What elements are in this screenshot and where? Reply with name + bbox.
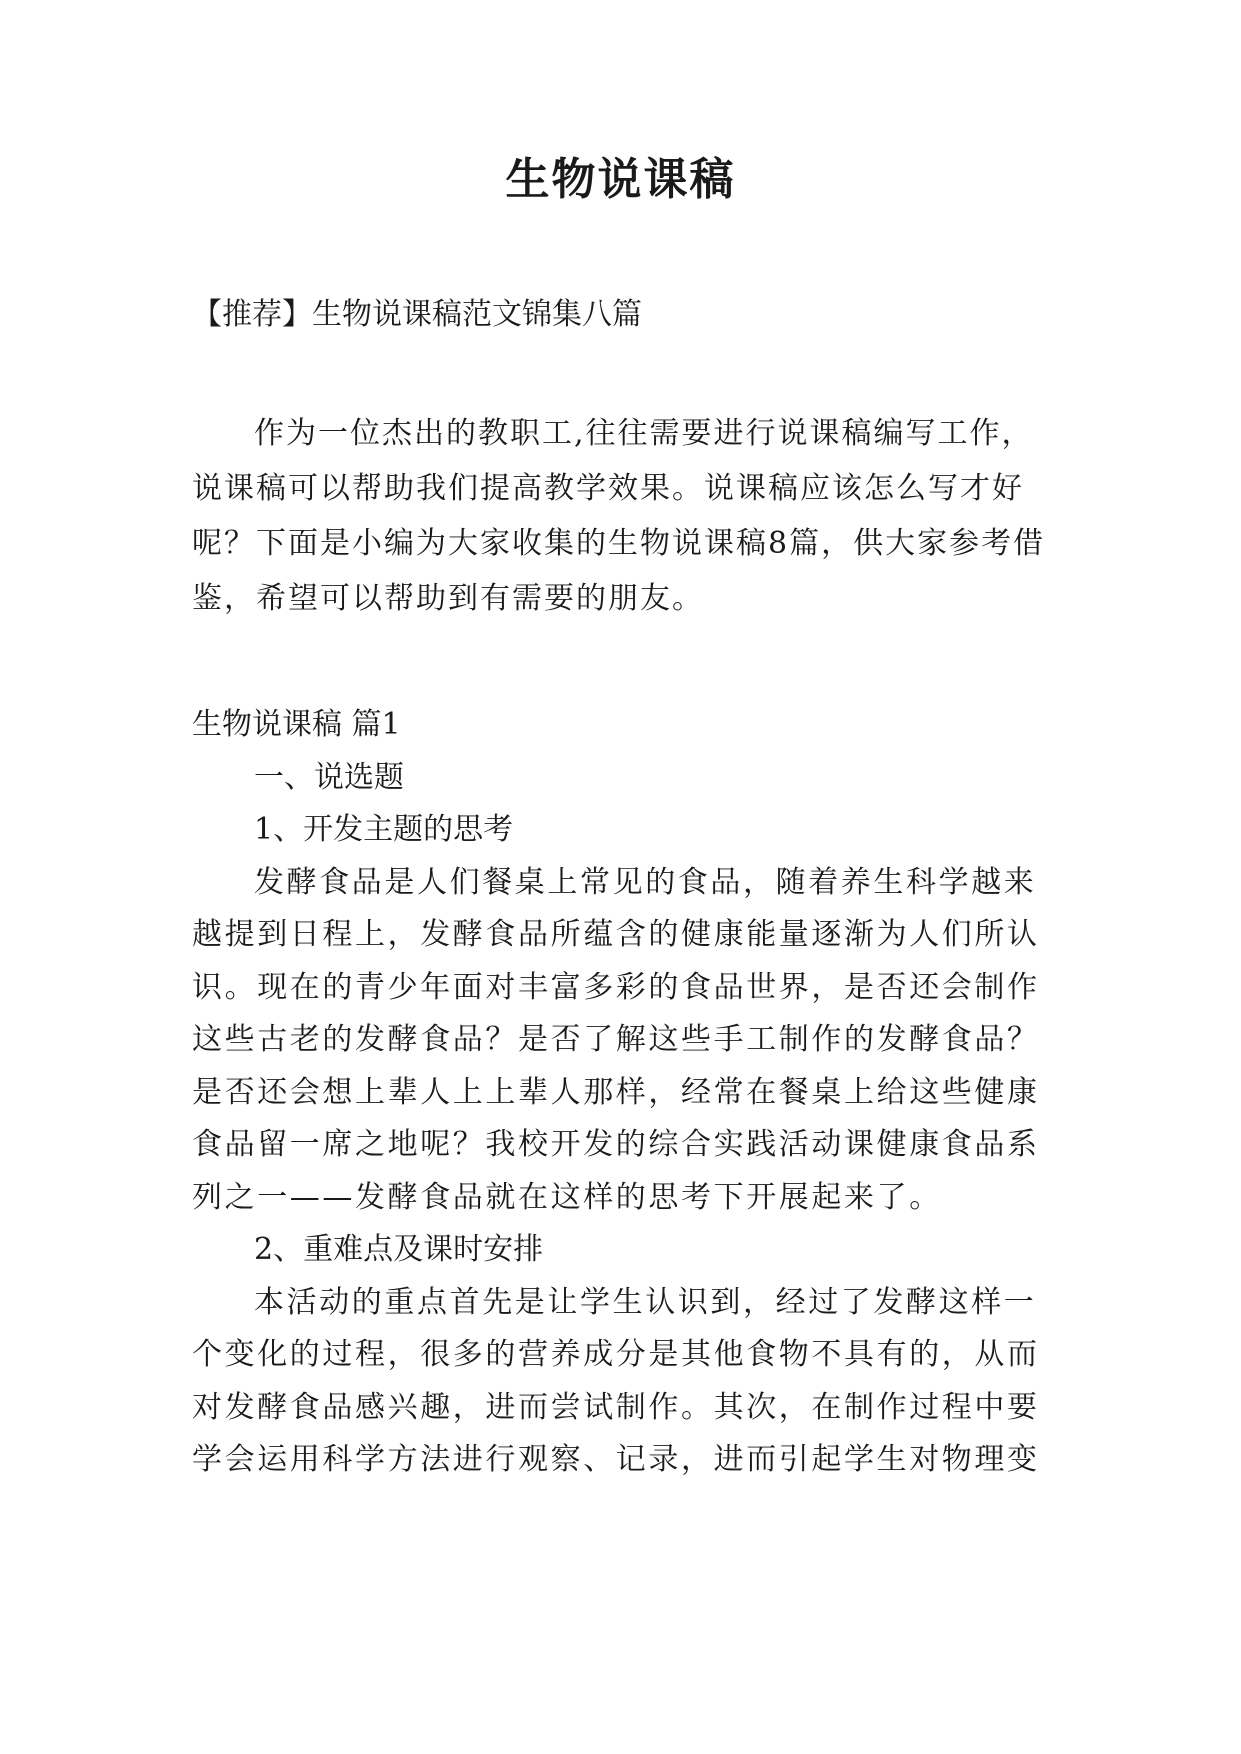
item1-heading: 1、开发主题的思考 <box>254 812 514 847</box>
item2-paragraph: 本活动的重点首先是让学生认识到，经过了发酵这样一个变化的过程，很多的营养成分是其他食物不具有的，从而对发酵食品感兴趣，进而尝试制作。其次，在制作过程中要学会运用科学方法进行观察、记录，进而引起学生对物理变 <box>192 1284 1040 1477</box>
section-heading: 生物说课稿 篇1 <box>192 707 401 742</box>
part-heading: 一、说选题 <box>254 759 404 795</box>
intro-paragraph: 作为一位杰出的教职工,往往需要进行说课稿编写工作，说课稿可以帮助我们提高教学效果。说课稿应该怎么写才好呢？下面是小编为大家收集的生物说课稿8篇，供大家参考借鉴，希望可以帮助到有需要的朋友。 <box>192 416 1046 616</box>
document-title: 生物说课稿 <box>505 154 736 205</box>
article-body <box>192 699 1062 1487</box>
item2-heading: 2、重难点及课时安排 <box>254 1232 544 1267</box>
item1-paragraph: 发酵食品是人们餐桌上常见的食品，随着养生科学越来越提到日程上，发酵食品所蕴含的健康能量逐渐为人们所认识。现在的青少年面对丰富多彩的食品世界，是否还会制作这些古老的发酵食品？是否了解这些手工制作的发酵食品？是否还会想上辈人上上辈人那样，经常在餐桌上给这些健康食品留一席之地呢？我校开发的综合实践活动课健康食品系列之一——发酵食品就在这样的思考下开展起来了。 <box>192 864 1040 1215</box>
document-subtitle: 【推荐】生物说课稿范文锦集八篇 <box>192 297 642 332</box>
